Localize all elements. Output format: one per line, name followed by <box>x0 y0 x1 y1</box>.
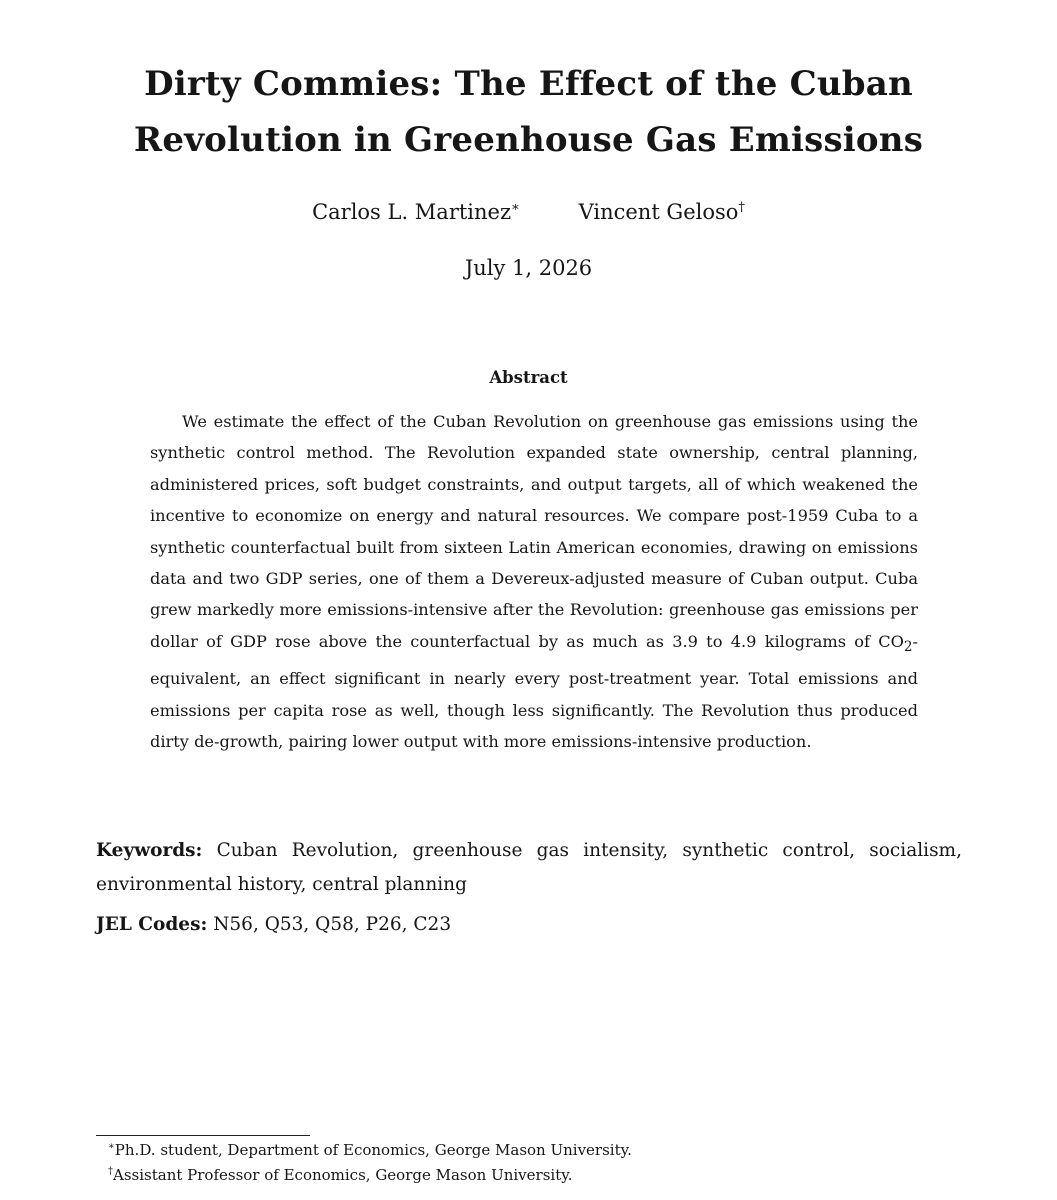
footnote-divider <box>96 1135 310 1136</box>
abstract-heading: Abstract <box>489 368 568 387</box>
keywords-line <box>96 834 962 902</box>
author-1 <box>312 196 520 228</box>
footnote-2-text: Assistant Professor of Economics, George Mason University. <box>113 1166 573 1184</box>
jel-codes-label: JEL Codes: <box>96 914 208 935</box>
author-2-name: Vincent Geloso <box>578 200 739 224</box>
author-list <box>0 196 1057 228</box>
abstract-text-part-2: -equivalent, an effect significant in nearly every post-treatment year. Total emissions and emissions per capita rose as well, though less significantly. The Revolution thus produced dirty de-growth, pairing lower output with more emissions-intensive production. <box>150 631 918 752</box>
title-line-1: Dirty Commies: The Effect of the Cuban <box>144 64 913 104</box>
footnote-1-text: Ph.D. student, Department of Economics, George Mason University. <box>114 1141 632 1159</box>
author-1-footnote-mark: ∗ <box>511 200 520 215</box>
author-1-name: Carlos L. Martinez <box>312 200 512 224</box>
jel-codes-value: N56, Q53, Q58, P26, C23 <box>213 914 452 935</box>
title-line-2: Revolution in Greenhouse Gas Emissions <box>133 120 924 160</box>
footnote-1 <box>108 1138 632 1163</box>
paper-date: July 1, 2026 <box>464 256 593 280</box>
footnote-1-mark: ∗ <box>108 1141 115 1152</box>
footnote-2 <box>108 1163 632 1188</box>
jel-codes-line <box>96 908 962 942</box>
abstract-text-part-1: We estimate the effect of the Cuban Revolution on greenhouse gas emissions using the synthetic control method. The Revolution expanded state ownership, central planning, administered prices, soft budget constraints, and output targets, all of which weakened the incentive to economize on energy and natural resources. We compare post-1959 Cuba to a synthetic counterfactual built from sixteen Latin American economies, drawing on emissions data and two GDP series, one of them a Devereux-adjusted measure of Cuban output. Cuba grew markedly more emissions-intensive after the Revolution: greenhouse gas emissions per dollar of GDP rose above the counterfactual by as much as 3.9 to 4.9 kilograms of CO <box>150 412 918 651</box>
keywords-label: Keywords: <box>96 840 203 861</box>
footnote-2-mark: † <box>108 1166 113 1177</box>
author-2 <box>579 196 745 228</box>
keywords-value: Cuban Revolution, greenhouse gas intensity, synthetic control, socialism, environmental history, central planning <box>96 840 962 895</box>
footnotes <box>108 1138 632 1188</box>
paper-title <box>0 56 1057 168</box>
abstract-subscript: 2 <box>903 639 913 656</box>
abstract-text <box>150 406 918 758</box>
author-2-footnote-mark: † <box>738 200 745 215</box>
